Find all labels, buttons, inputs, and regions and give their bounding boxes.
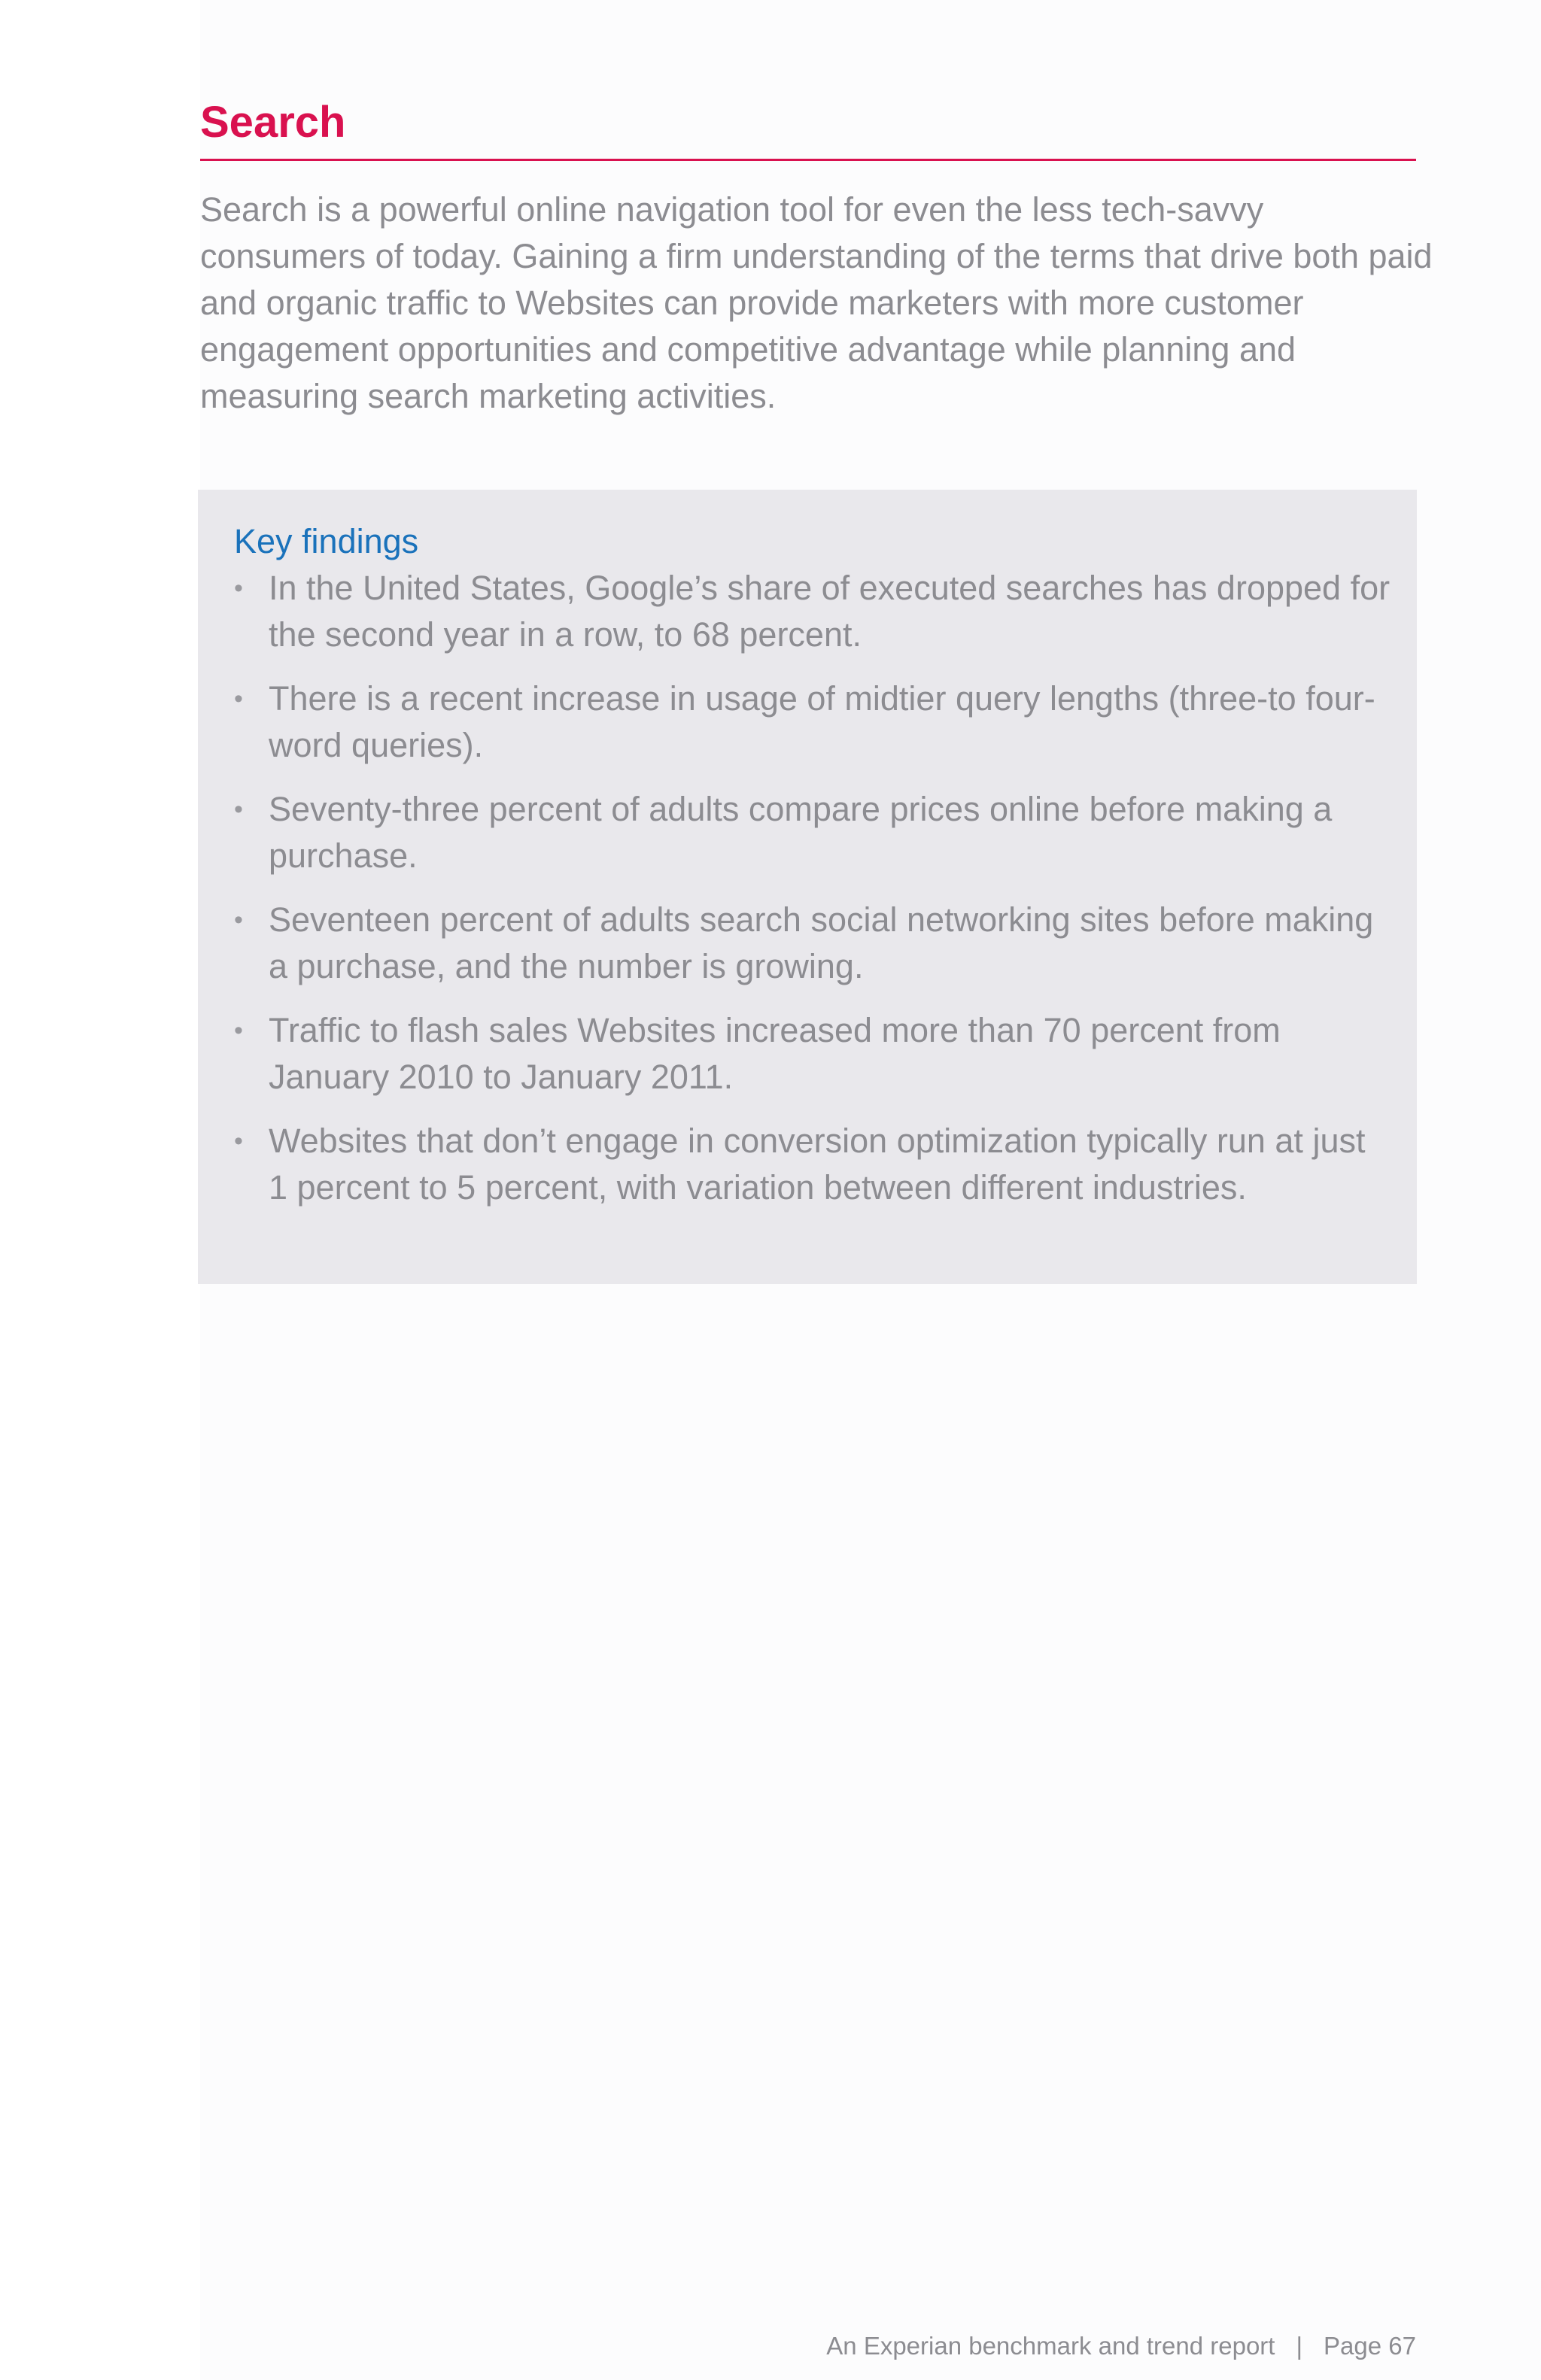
key-findings-list [234,565,1393,1228]
finding-item: • In the United States, Google’s share of executed searches has dropped for the second year in a row, to 68 percent. [234,565,1393,658]
finding-item: • Websites that don’t engage in conversion optimization typically run at just 1 percent to 5 percent, with variation between different industries. [234,1118,1393,1211]
finding-item: • Traffic to flash sales Websites increased more than 70 percent from January 2010 to January 2011. [234,1007,1393,1100]
footer-report-title: An Experian benchmark and trend report [826,2332,1275,2360]
intro-paragraph: Search is a powerful online navigation tool for even the less tech-savvy consumers of today. Gaining a firm understanding of the terms that drive both paid and organic traffic to Websites can provide marketers with more customer engagement opportunities and competitive advantage while planning and measuring search marketing activities. [200,190,1433,415]
page-title: Search [200,98,346,147]
page-number: Page 67 [1324,2332,1416,2360]
key-findings-box [198,490,1417,1284]
footer-separator: | [1296,2332,1303,2360]
page-footer [826,2332,1416,2360]
finding-item: • Seventeen percent of adults search social networking sites before making a purchase, and the number is growing. [234,897,1393,990]
key-findings-heading: Key findings [234,522,419,560]
finding-item: • Seventy-three percent of adults compare prices online before making a purchase. [234,786,1393,879]
finding-item: • There is a recent increase in usage of midtier query lengths (three-to four-word queries). [234,675,1393,769]
title-divider [200,159,1416,161]
